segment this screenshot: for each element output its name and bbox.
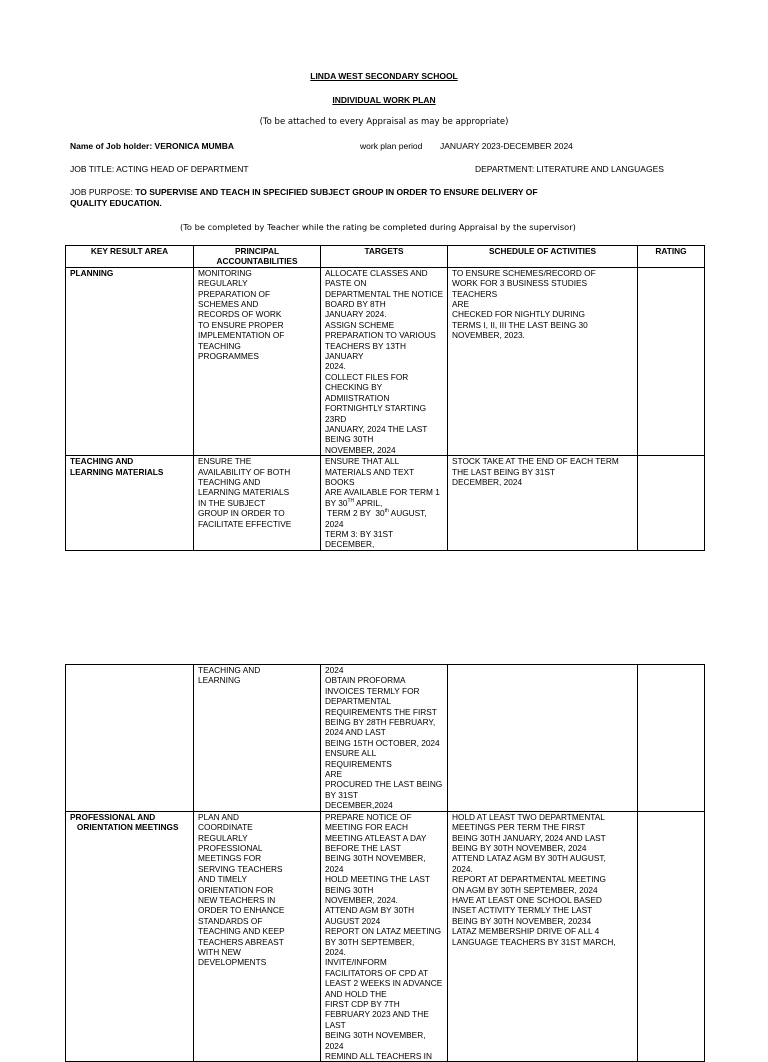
rating-cell <box>638 811 705 1062</box>
accountabilities-cell: MONITORING REGULARLY PREPARATION OF SCHEMES AND RECORDS OF WORK TO ENSURE PROPER IMPLEMENTATION OF TEACHING PROGRAMMES <box>194 267 321 455</box>
target-line: 2024 <box>325 518 344 529</box>
target-line: BY 30TH APRIL, <box>325 497 383 508</box>
job-title: JOB TITLE: ACTING HEAD OF DEPARTMENT <box>70 164 249 174</box>
targets-cell: ALLOCATE CLASSES AND PASTE ON DEPARTMENTAL THE NOTICE BOARD BY 8TH JANUARY 2024. ASSIGN SCHEME PREPARATION TO VARIOUS TEACHERS BY 13TH JANUARY 2024. COLLECT FILES FOR CHECKING BY ADMIISTRATION FORTNIGHTLY STARTING 23RD JANUARY, 2024 THE LAST BEING 30TH NOVEMBER, 2024 <box>321 267 448 455</box>
table-row <box>66 267 705 455</box>
target-line: ENSURE THAT ALL <box>325 456 400 467</box>
table-row <box>66 811 705 1062</box>
complete-note: (To be completed by Teacher while the rating be completed during Appraisal by the supervisor) <box>180 222 576 232</box>
target-line: ARE AVAILABLE FOR TERM 1 <box>325 487 440 498</box>
header-schedule-of-activities: SCHEDULE OF ACTIVITIES <box>448 246 638 268</box>
header-key-result-area: KEY RESULT AREA <box>66 246 194 268</box>
rating-cell <box>638 267 705 455</box>
targets-cell <box>321 456 448 551</box>
targets-cell: PREPARE NOTICE OF MEETING FOR EACH MEETING ATLEAST A DAY BEFORE THE LAST BEING 30TH NOVEMBER, 2024 HOLD MEETING THE LAST BEING 30TH NOVEMBER, 2024. ATTEND AGM BY 30TH AUGUST 2024 REPORT ON LATAZ MEETING BY 30TH SEPTEMBER, 2024. INVITE/INFORM FACILITATORS OF CPD AT LEAST 2 WEEKS IN ADVANCE AND HOLD THE FIRST CDP BY 7TH FEBRUARY 2023 AND THE LAST BEING 30TH NOVEMBER, 2024 REMIND ALL TEACHERS IN <box>321 811 448 1062</box>
accountabilities-cell: PLAN AND COORDINATE REGULARLY PROFESSIONAL MEETINGS FOR SERVING TEACHERS AND TIMELY ORIENTATION FOR NEW TEACHERS IN ORDER TO ENHANCE STANDARDS OF TEACHING AND KEEP TEACHERS ABREAST WITH NEW DEVELOPMENTS <box>194 811 321 1062</box>
job-purpose <box>70 187 538 197</box>
job-purpose-line1: TO SUPERVISE AND TEACH IN SPECIFIED SUBJECT GROUP IN ORDER TO ENSURE DELIVERY OF <box>135 187 538 197</box>
job-purpose-line2: QUALITY EDUCATION. <box>70 198 162 208</box>
rating-cell <box>638 456 705 551</box>
accountabilities-cell: ENSURE THE AVAILABILITY OF BOTH TEACHING AND LEARNING MATERIALS IN THE SUBJECT GROUP IN ORDER TO FACILITATE EFFECTIVE <box>194 456 321 551</box>
work-period-label: work plan period <box>360 141 423 151</box>
attach-note: (To be attached to every Appraisal as may be appropriate) <box>259 117 509 127</box>
table-row <box>66 456 705 551</box>
key-result-area-cell: PLANNING <box>66 267 194 455</box>
header-targets: TARGETS <box>321 246 448 268</box>
table-header-row <box>66 246 705 268</box>
schedule-cell: TO ENSURE SCHEMES/RECORD OF WORK FOR 3 BUSINESS STUDIES TEACHERS ARE CHECKED FOR NIGHTLY DURING TERMS I, II, III THE LAST BEING 30 NOVEMBER, 2023. <box>448 267 638 455</box>
job-holder: Name of Job holder: VERONICA MUMBA <box>70 141 235 151</box>
target-line: MATERIALS AND TEXT BOOKS <box>325 466 414 487</box>
school-name: LINDA WEST SECONDARY SCHOOL <box>310 71 458 81</box>
accountabilities-cell: TEACHING AND LEARNING <box>194 665 321 812</box>
department: DEPARTMENT: LITERATURE AND LANGUAGES <box>475 164 664 174</box>
work-plan-table-page1 <box>65 245 705 551</box>
rating-cell <box>638 665 705 812</box>
work-period-value: JANUARY 2023-DECEMBER 2024 <box>440 141 573 151</box>
schedule-cell: HOLD AT LEAST TWO DEPARTMENTAL MEETINGS PER TERM THE FIRST BEING 30TH JANUARY, 2024 AND LAST BEING BY 30TH NOVEMBER, 2024 ATTEND LATAZ AGM BY 30TH AUGUST, 2024. REPORT AT DEPARTMENTAL MEETING ON AGM BY 30TH SEPTEMBER, 2024 HAVE AT LEAST ONE SCHOOL BASED INSET ACTIVITY TERMLY THE LAST BEING BY 30TH NOVEMBER, 20234 LATAZ MEMBERSHIP DRIVE OF ALL 4 LANGUAGE TEACHERS BY 31ST MARCH, <box>448 811 638 1062</box>
work-plan-table-page2 <box>65 664 705 1062</box>
target-line: TERM 2 BY 30th AUGUST, <box>325 508 427 519</box>
header-principal-accountabilities: PRINCIPAL ACCOUNTABILITIES <box>194 246 321 268</box>
schedule-cell <box>448 665 638 812</box>
key-result-area-cell <box>66 665 194 812</box>
target-line: TERM 3: BY 31ST DECEMBER, <box>325 528 393 550</box>
job-purpose-label: JOB PURPOSE: <box>70 187 136 197</box>
key-result-area-cell: TEACHING AND LEARNING MATERIALS <box>66 456 194 551</box>
key-result-area-cell: PROFESSIONAL AND ORIENTATION MEETINGS <box>66 811 194 1062</box>
table-row <box>66 665 705 812</box>
schedule-cell: STOCK TAKE AT THE END OF EACH TERM THE LAST BEING BY 31ST DECEMBER, 2024 <box>448 456 638 551</box>
plan-title: INDIVIDUAL WORK PLAN <box>332 95 436 105</box>
header-rating: RATING <box>638 246 705 268</box>
targets-cell: 2024 OBTAIN PROFORMA INVOICES TERMLY FOR DEPARTMENTAL REQUIREMENTS THE FIRST BEING BY 28TH FEBRUARY, 2024 AND LAST BEING 15TH OCTOBER, 2024 ENSURE ALL REQUIREMENTS ARE PROCURED THE LAST BEING BY 31ST DECEMBER,2024 <box>321 665 448 812</box>
